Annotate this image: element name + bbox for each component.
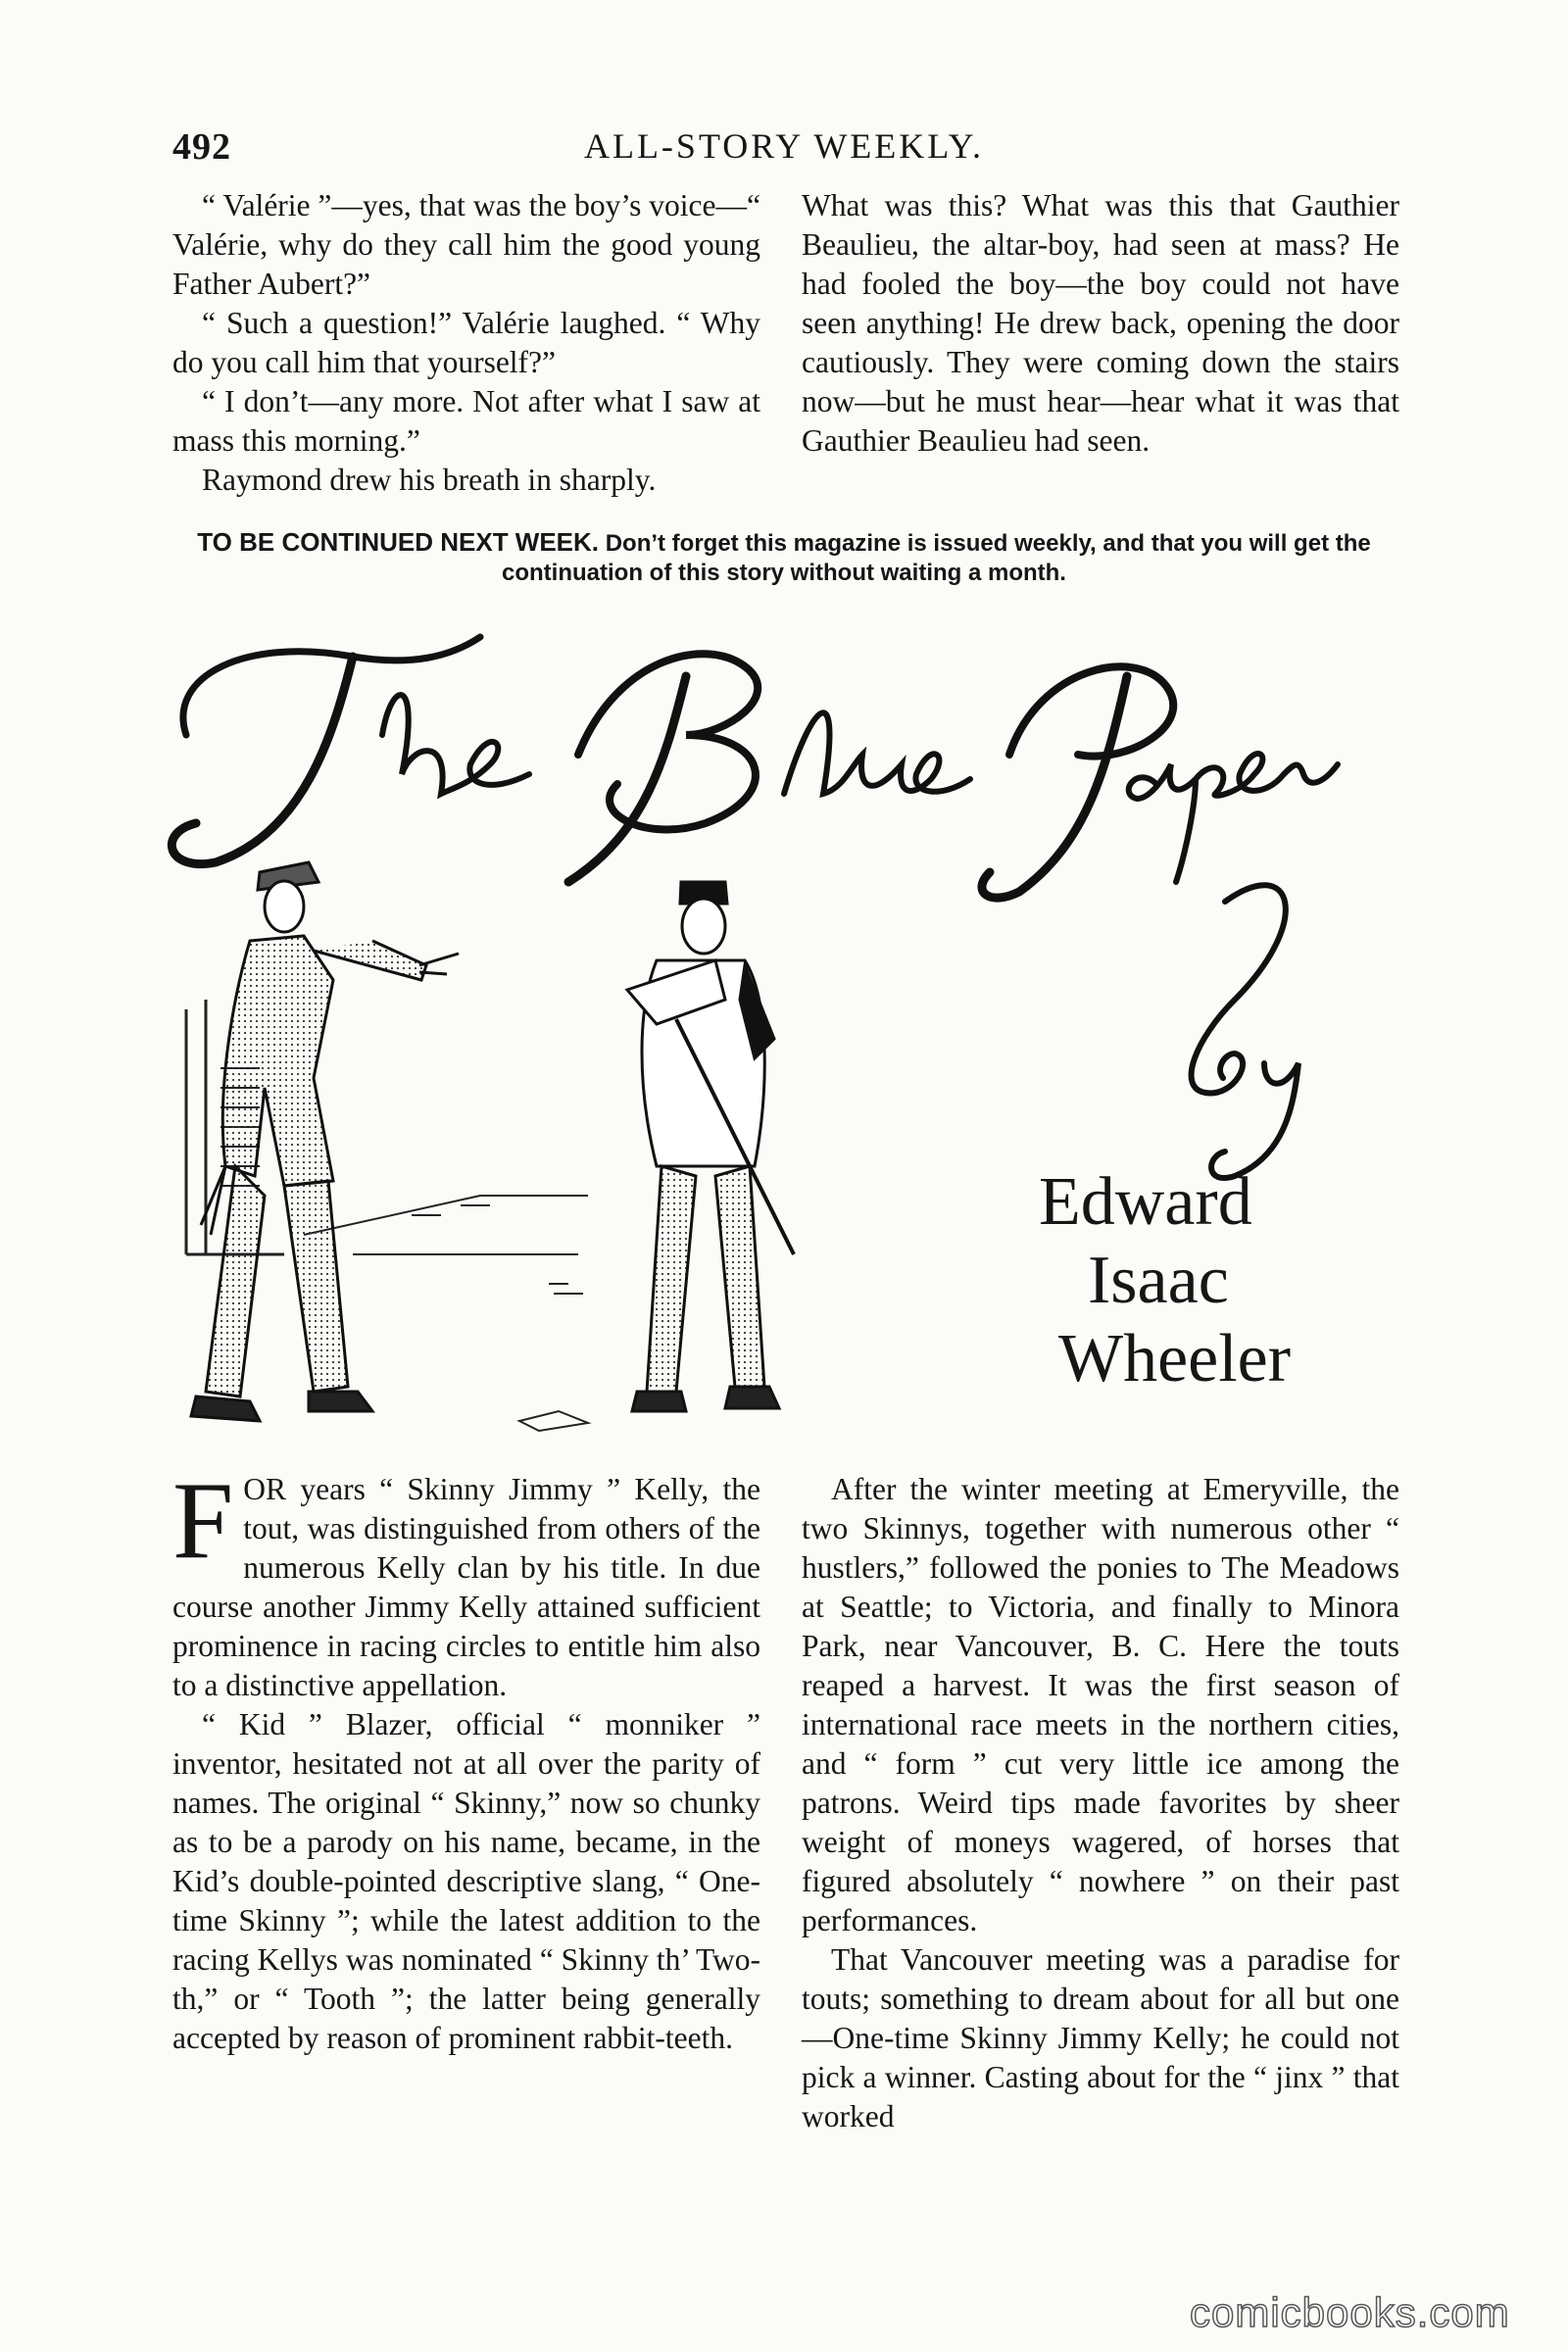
paragraph: “ Such a question!” Valérie laughed. “ Why do you call him that yourself?”	[172, 306, 760, 379]
figure-young-man-with-paper	[627, 882, 794, 1411]
paragraph: “ Kid ” Blazer, official “ monniker ” inventor, hesitated not at all over the parity of names. The original “ Skinny,” now so chunky as to be a parody on his name, became, in the Kid’s double-pointed descriptive slang, “ One-time Skinny ”; while the latest addition to the racing Kellys was nominated “ Skinny th’ Two-th,” or “ Tooth ”; the latter being generally accepted by reason of prominent rabbit-teeth.	[172, 1707, 760, 2055]
prev-story-left-column	[172, 186, 760, 500]
story-illustration	[167, 843, 1029, 1470]
author-first-name: Edward	[1039, 1164, 1252, 1240]
story-left-column	[172, 1460, 760, 2058]
watermark: comicbooks.com	[1190, 2289, 1510, 2335]
running-title: ALL-STORY WEEKLY.	[583, 126, 985, 166]
continued-notice	[167, 527, 1401, 588]
by-flourish	[1117, 862, 1323, 1186]
author-last-name: Wheeler	[1058, 1321, 1292, 1396]
paragraph: “ Valérie ”—yes, that was the boy’s voice—“ Valérie, why do they call him the good young Father Aubert?”	[172, 188, 760, 301]
page-number: 492	[172, 126, 231, 168]
paragraph: What was this? What was this that Gauthier Beaulieu, the altar-boy, had seen at mass? He had fooled the boy—the boy could not have seen anything! He drew back, opening the door cautiously. They were coming down the stairs now—but he must hear—hear what it was that Gauthier Beaulieu had seen.	[802, 188, 1399, 458]
drop-cap: F	[172, 1460, 234, 1582]
prev-story-right-column	[802, 186, 1399, 461]
paragraph-text: OR years “ Skinny Jimmy ” Kelly, the tout, was distinguished from others of the numerous Kelly clan by his title. In due course another Jimmy Kelly attained sufficient prominence in racing circles to entitle him also to a distinctive appellation.	[172, 1472, 760, 1702]
paragraph	[172, 1460, 760, 1705]
figure-man-in-suit	[191, 862, 459, 1421]
paragraph: “ I don’t—any more. Not after what I saw at mass this morning.”	[172, 384, 760, 458]
notice-lead: TO BE CONTINUED NEXT WEEK.	[197, 527, 600, 557]
notice-text: Don’t forget this magazine is issued weekly, and that you will get the continuation of this story without waiting a month.	[502, 530, 1371, 586]
paragraph: After the winter meeting at Emeryville, the two Skinnys, together with numerous other “ hustlers,” followed the ponies to The Meadows at Seattle; to Victoria, and finally to Minora Park, near Vancouver, B. C. Here the touts reaped a harvest. It was the first season of international race meets in the northern cities, and “ form ” cut very little ice among the patrons. Weird tips made favorites by sheer weight of moneys wagered, of horses that figured absolutely “ nowhere ” on their past performances.	[802, 1472, 1399, 1937]
paragraph: That Vancouver meeting was a paradise for touts; something to dream about for all but one—One-time Skinny Jimmy Kelly; he could not pick a winner. Casting about for the “ jinx ” that worked	[802, 1942, 1399, 2133]
story-right-column	[802, 1470, 1399, 2136]
paragraph: Raymond drew his breath in sharply.	[202, 463, 657, 497]
author-middle-name: Isaac	[1088, 1243, 1229, 1318]
